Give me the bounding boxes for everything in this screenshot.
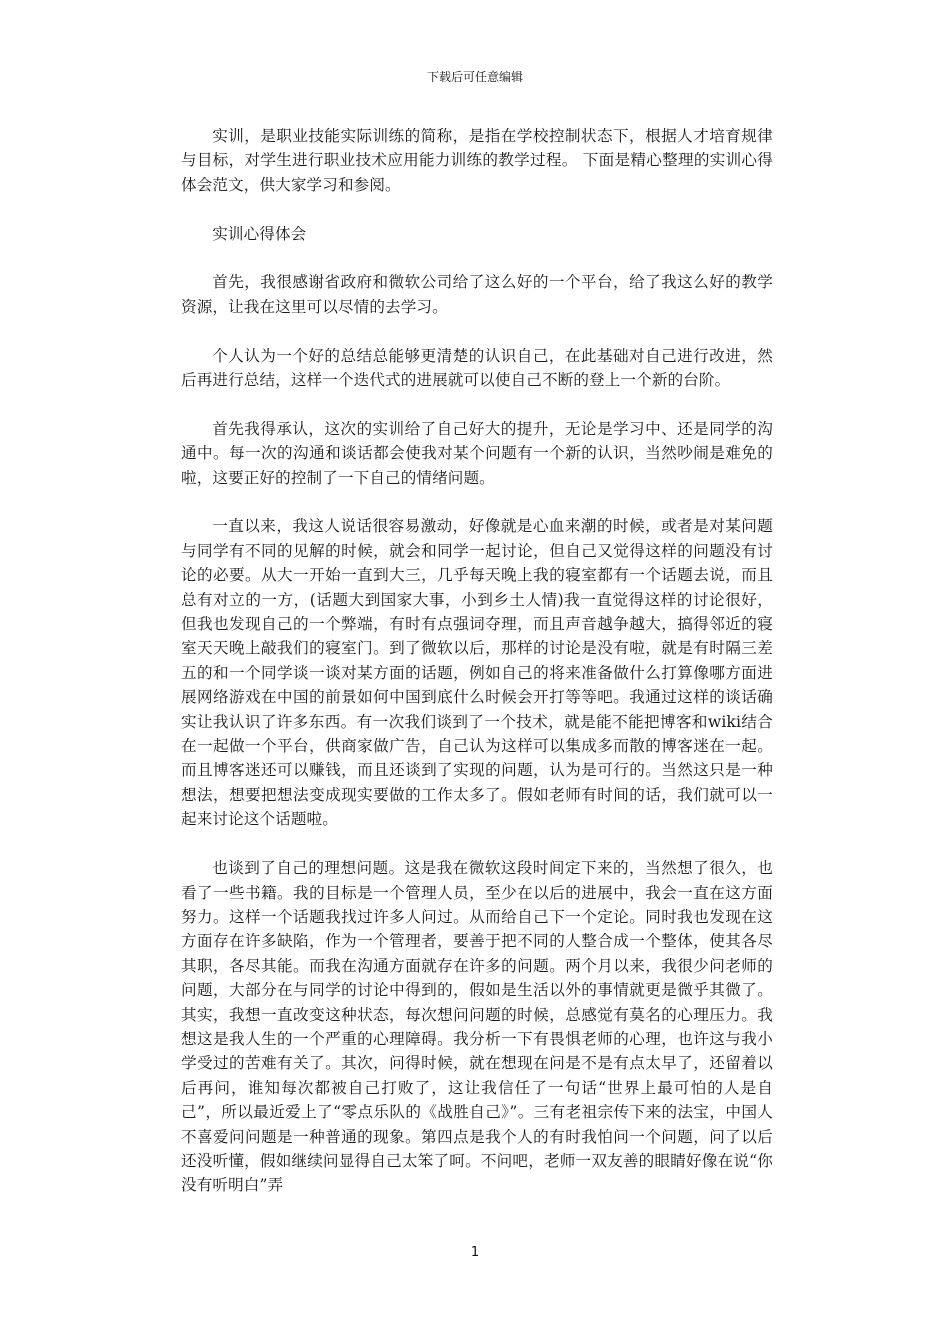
paragraph: 首先，我很感谢省政府和微软公司给了这么好的一个平台，给了我这么好的教学资源，让我在这里可以尽情的去学习。 — [181, 273, 773, 316]
document-body — [181, 124, 773, 1222]
paragraph: 个人认为一个好的总结总能够更清楚的认识自己，在此基础对自己进行改进，然后再进行总结，这样一个迭代式的进展就可以使自己不断的登上一个新的台阶。 — [181, 346, 773, 390]
paragraph-intro: 实训，是职业技能实际训练的简称，是指在学校控制状态下，根据人才培育规律与目标，对学生进行职业技术应用能力训练的教学过程。 下面是精心整理的实训心得体会范文，供大家学习和参阅。 — [181, 127, 773, 194]
section-heading: 实训心得体会 — [212, 224, 307, 243]
page-number: 1 — [470, 1245, 480, 1260]
paragraph: 也谈到了自己的理想问题。这是我在微软这段时间定下来的，当然想了很久，也看了一些书籍。我的目标是一个管理人员，至少在以后的进展中，我会一直在这方面努力。这样一个话题我找过许多人问过。从而给自己下一个定论。同时我也发现在这方面存在许多缺陷，作为一个管理者，要善于把不同的人整合成一个整体，使其各尽其职，各尽其能。而我在沟通方面就存在许多的问题。两个月以来，我很少问老师的问题，大部分在与同学的讨论中得到的，假如是生活以外的事情就更是微乎其微了。其实，我想一直改变这种状态，每次想问问题的时候，总感觉有莫名的心理压力。我想这是我人生的一个严重的心理障碍。我分析一下有畏惧老师的心理，也许这与我小学受过的苦难有关了。其次，问得时候，就在想现在问是不是有点太早了，还留着以后再问，谁知每次都被自己打败了，这让我信任了一句话“世界上最可怕的人是自己”，所以最近爱上了“零点乐队的《战胜自己》”。三有老祖宗传下来的法宝，中国人不喜爱问问题是一种普通的现象。第四点是我个人的有时我怕问一个问题，问了以后还没听懂，假如继续问显得自己太笨了呵。不问吧，老师一双友善的眼睛好像在说“你没有听明白”弄 — [181, 859, 773, 1195]
paragraph: 一直以来，我这人说话很容易激动，好像就是心血来潮的时候，或者是对某问题与同学有不同的见解的时候，就会和同学一起讨论，但自己又觉得这样的问题没有讨论的必要。从大一开始一直到大三，几乎每天晚上我的寝室都有一个话题去说，而且总有对立的一方，(话题大到国家大事，小到乡土人情)我一直觉得这样的讨论很好，但我也发现自己的一个弊端，有时有点强词夺理，而且声音越争越大，搞得邻近的寝室天天晚上敲我们的寝室门。到了微软以后，那样的讨论是没有啦，就是有时隔三差五的和一个同学谈一谈对某方面的话题，例如自己的将来准备做什么打算像哪方面进展网络游戏在中国的前景如何中国到底什么时候会开打等等吧。我通过这样的谈话确实让我认识了许多东西。有一次我们谈到了一个技术，就是能不能把博客和wiki结合在一起做一个平台，供商家做广告，自己认为这样可以集成多而散的博客迷在一起。而且博客迷还可以赚钱，而且还谈到了实现的问题，认为是可行的。当然这只是一种想法，想要把想法变成现实要做的工作太多了。假如老师有时间的话，我们就可以一起来讨论这个话题啦。 — [181, 517, 773, 829]
page-header: 下载后可任意编辑 — [426, 70, 523, 84]
paragraph: 首先我得承认，这次的实训给了自己好大的提升，无论是学习中、还是同学的沟通中。每一次的沟通和谈话都会使我对某个问题有一个新的认识，当然吵闹是难免的啦，这要正好的控制了一下自己的情绪问题。 — [181, 419, 773, 487]
